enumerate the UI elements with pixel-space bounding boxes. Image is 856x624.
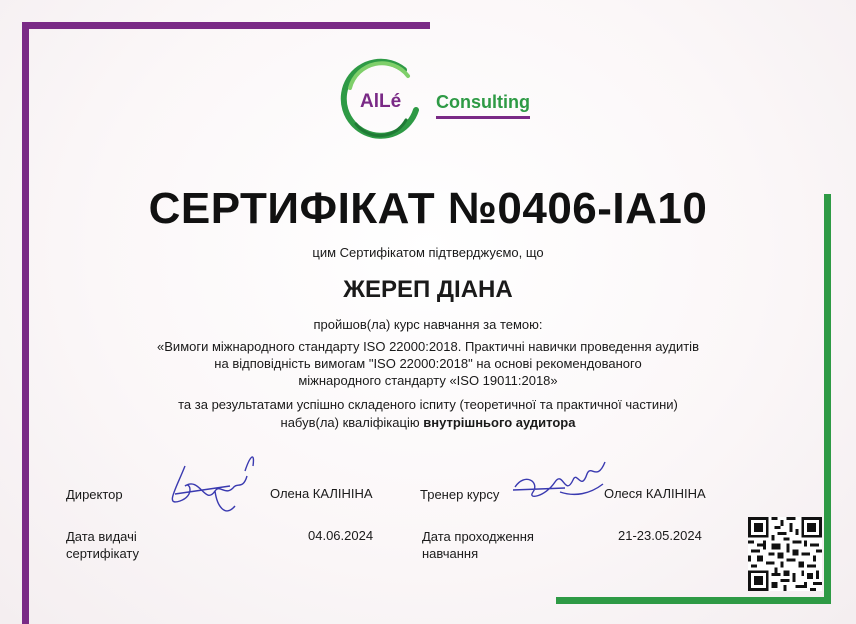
trainer-label: Тренер курсу xyxy=(420,487,500,502)
director-label: Директор xyxy=(66,487,123,502)
trainer-signature xyxy=(505,452,615,508)
logo-alle-text: AlLé xyxy=(360,91,402,112)
logo-underline xyxy=(436,116,530,119)
alle-logo-icon xyxy=(336,58,536,144)
issue-date-label-line: сертифікату xyxy=(66,546,139,561)
purple-frame-top xyxy=(22,22,430,29)
training-date-label-line: Дата проходження xyxy=(422,529,534,544)
recipient-name: ЖЕРЕП ДІАНА xyxy=(343,276,513,303)
director-name: Олена КАЛІНІНА xyxy=(270,486,373,501)
trainer-name: Олеся КАЛІНІНА xyxy=(604,486,706,501)
director-signature xyxy=(155,446,265,526)
certificate-title: СЕРТИФІКАТ №0406-IA10 xyxy=(148,184,708,233)
course-line: на відповідність вимогам "ISO 22000:2018" на основі рекомендованого xyxy=(214,356,642,371)
green-frame-bottom xyxy=(556,597,831,604)
course-topic xyxy=(110,338,746,389)
passed-line: пройшов(ла) курс навчання за темою: xyxy=(313,317,543,332)
qualification-line xyxy=(0,415,856,430)
course-line: міжнародного стандарту «ISO 19011:2018» xyxy=(298,373,558,388)
confirm-line: цим Сертифікатом підтверджуємо, що xyxy=(312,245,544,260)
qr-code-icon xyxy=(748,517,822,591)
issue-date-label-line: Дата видачі xyxy=(66,529,137,544)
result-line: та за результатами успішно складеного іспиту (теоретичної та практичної частини) xyxy=(178,397,678,412)
qualification-prefix: набув(ла) кваліфікацію xyxy=(280,415,424,430)
course-line: «Вимоги міжнародного стандарту ISO 22000:2018. Практичні навички проведення аудитів xyxy=(157,339,699,354)
logo-consulting-text: Consulting xyxy=(436,92,530,112)
qualification-bold: внутрішнього аудитора xyxy=(423,415,576,430)
training-date-label xyxy=(422,528,534,562)
issue-date-value: 04.06.2024 xyxy=(308,528,374,543)
training-date-value: 21-23.05.2024 xyxy=(618,528,702,543)
training-date-label-line: навчання xyxy=(422,546,479,561)
issue-date-label xyxy=(66,528,139,562)
